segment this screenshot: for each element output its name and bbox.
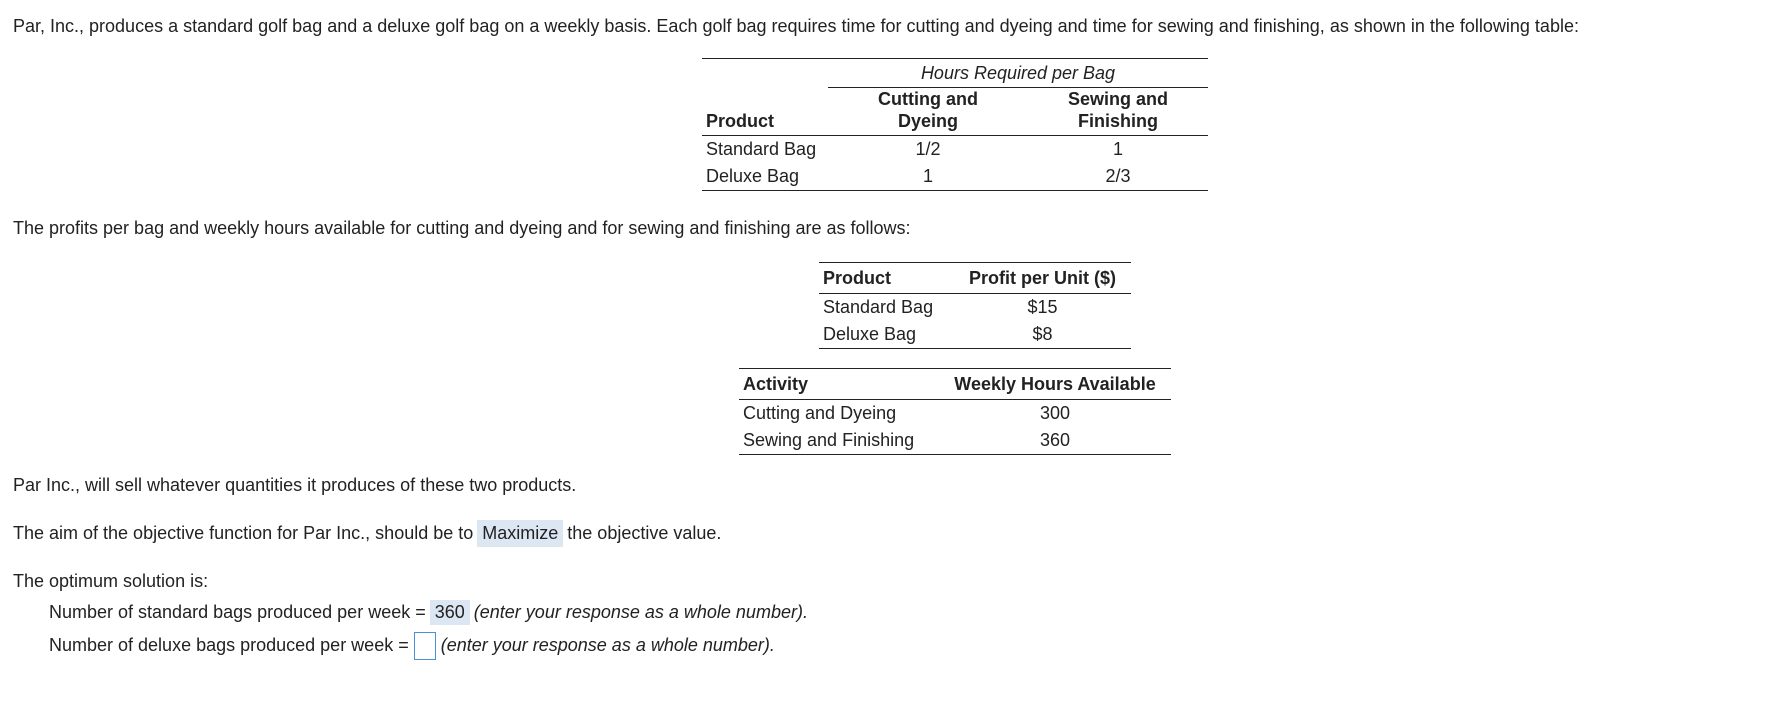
solution-heading: The optimum solution is: bbox=[13, 571, 209, 591]
avail-col-hours: Weekly Hours Available bbox=[939, 369, 1171, 400]
table-row: Sewing and Finishing 360 bbox=[739, 427, 1171, 455]
objective-suffix: the objective value. bbox=[567, 523, 722, 543]
profit-table bbox=[819, 262, 1131, 349]
standard-bags-answer[interactable]: 360 bbox=[430, 600, 470, 625]
hours-group-header: Hours Required per Bag bbox=[828, 59, 1208, 88]
standard-bags-line bbox=[49, 600, 808, 625]
sell-note: Par Inc., will sell whatever quantities it produces of these two products. bbox=[13, 475, 577, 495]
table-row: Standard Bag 1/2 1 bbox=[706, 139, 1123, 159]
avail-col-activity: Activity bbox=[739, 369, 939, 400]
deluxe-bags-line bbox=[49, 632, 775, 660]
hours-col-sewing: Sewing and Finishing bbox=[1028, 88, 1208, 136]
profit-col-profit: Profit per Unit ($) bbox=[954, 263, 1131, 294]
hours-col-product: Product bbox=[702, 88, 828, 136]
objective-prefix: The aim of the objective function for Par Inc., should be to bbox=[13, 523, 474, 543]
intro-text: Par, Inc., produces a standard golf bag and a deluxe golf bag on a weekly basis. Each golf bag requires time for cutting and dyeing and time for sewing and finishing, as shown in the following table: bbox=[13, 16, 1579, 36]
deluxe-bags-label: Number of deluxe bags produced per week = bbox=[49, 634, 409, 655]
objective-line bbox=[13, 520, 721, 547]
table-row: Cutting and Dyeing 300 bbox=[743, 403, 1071, 423]
table-row: Deluxe Bag $8 bbox=[819, 321, 1131, 349]
table-row: Deluxe Bag 1 2/3 bbox=[702, 163, 1208, 191]
hours-col-cutting: Cutting and Dyeing bbox=[828, 88, 1028, 136]
hours-available-table bbox=[739, 368, 1171, 455]
standard-bags-note: (enter your response as a whole number). bbox=[473, 602, 808, 622]
hours-required-table bbox=[702, 58, 1208, 191]
table-row: Standard Bag $15 bbox=[823, 297, 1058, 317]
standard-bags-label: Number of standard bags produced per week = bbox=[49, 602, 426, 622]
deluxe-bags-input[interactable] bbox=[414, 632, 436, 660]
profit-col-product: Product bbox=[819, 263, 954, 294]
deluxe-bags-note: (enter your response as a whole number). bbox=[440, 634, 775, 655]
objective-dropdown[interactable]: Maximize bbox=[477, 520, 563, 547]
profits-intro-text: The profits per bag and weekly hours available for cutting and dyeing and for sewing and finishing are as follows: bbox=[13, 218, 911, 238]
